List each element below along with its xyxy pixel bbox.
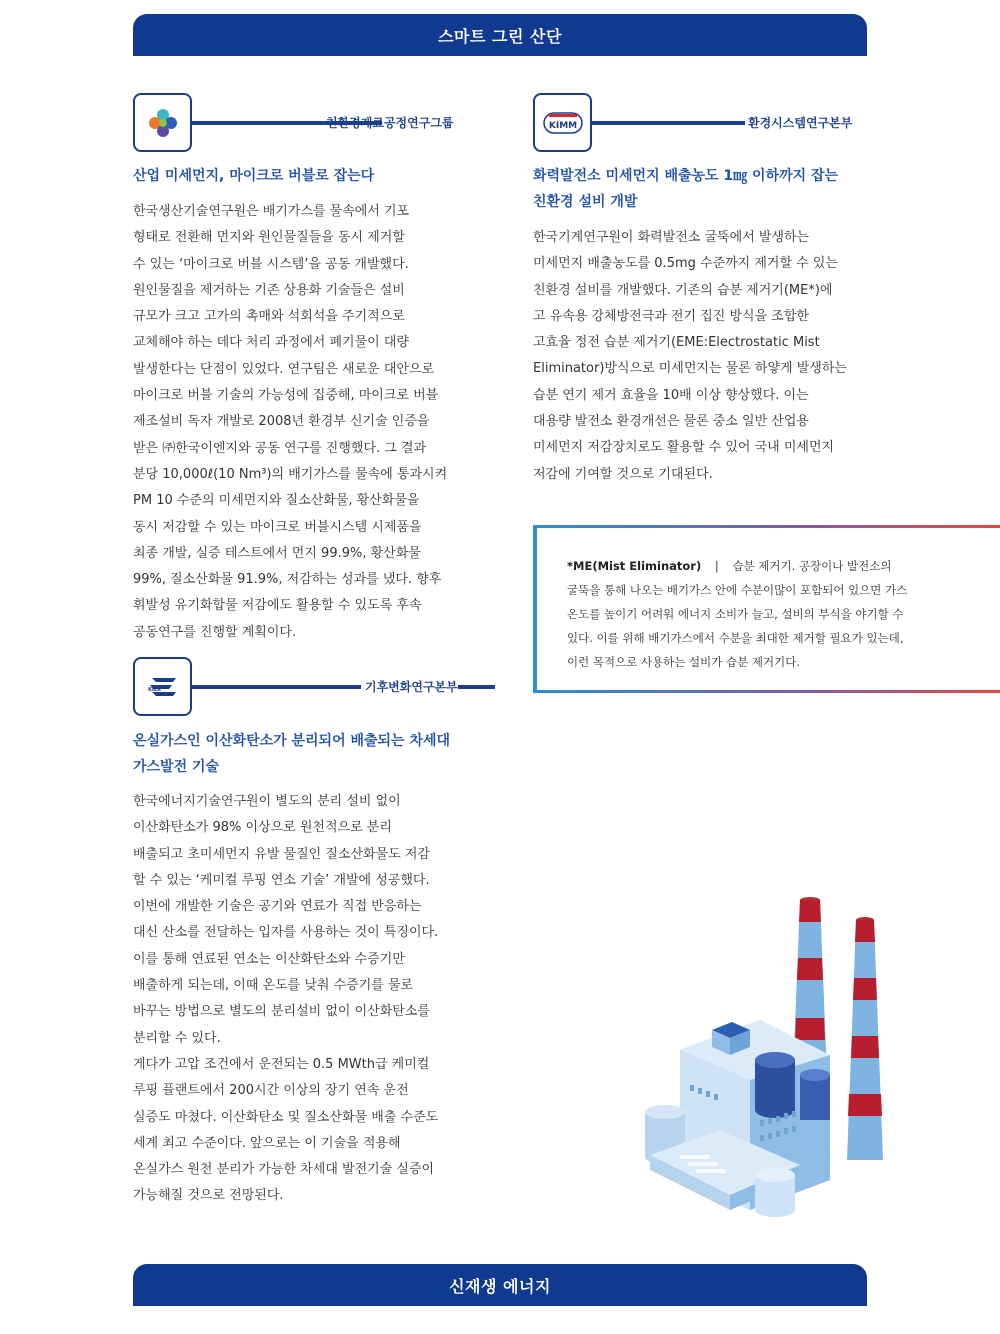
body-line: 교체해야 하는 데다 처리 과정에서 폐기물이 대량	[133, 335, 409, 351]
body-line: 공동연구를 진행할 계획이다.	[133, 624, 297, 640]
section-title: 신재생 에너지	[449, 1276, 551, 1296]
body-line: 게다가 고압 조건에서 운전되는 0.5 MWth급 케미컬	[133, 1056, 430, 1072]
kier-logo-icon	[133, 657, 192, 716]
footnote-text	[567, 554, 907, 674]
org-name: 기후변화연구본부	[361, 678, 458, 695]
article-title-chemical-looping	[133, 728, 450, 780]
org-connector-line	[592, 121, 745, 125]
body-line: 원인물질을 제거하는 기존 상용화 기술들은 설비	[133, 282, 405, 298]
body-line: 배출되고 초미세먼지 유발 물질인 질소산화물도 저감	[133, 846, 430, 862]
section-header-renewable	[133, 1264, 867, 1306]
body-line: 할 수 있는 ‘케미컬 루핑 연소 기술’ 개발에 성공했다.	[133, 872, 430, 888]
body-line: 저감에 기여할 것으로 기대된다.	[533, 466, 713, 482]
body-line: 온실가스 원천 분리가 가능한 차세대 발전기술 실증이	[133, 1162, 435, 1178]
org-row-kimm	[533, 93, 863, 155]
article-body-microbubble	[133, 199, 447, 646]
body-line: 한국기계연구원이 화력발전소 굴뚝에서 발생하는	[533, 230, 810, 245]
body-line: 고효율 정전 습분 제거기(EME:Electrostatic Mist	[533, 335, 820, 351]
org-name: 친환경재료공정연구그룹	[326, 116, 454, 130]
kimm-logo-icon	[533, 93, 592, 152]
title-line: 친환경 설비 개발	[533, 194, 638, 210]
body-line: 분당 10,000ℓ(10 Nm³)의 배기가스를 물속에 통과시켜	[133, 466, 448, 482]
org-name: 환경시스템연구본부	[748, 116, 853, 130]
body-line: 세계 최고 수준이다. 앞으로는 이 기술을 적용해	[133, 1135, 401, 1151]
org-row-kier	[133, 657, 463, 719]
footnote-separator: |	[714, 559, 719, 573]
body-line: 습분 연기 제거 효율을 10배 이상 향상했다. 이는	[533, 387, 809, 403]
footnote-line	[567, 554, 907, 578]
org-row-kitech	[133, 93, 463, 155]
body-line: 발생한다는 단점이 있었다. 연구팀은 새로운 대안으로	[133, 361, 435, 377]
body-line: 고 유속용 강체방전극과 전기 집진 방식을 조합한	[533, 308, 809, 324]
body-line: 대용량 발전소 환경개선은 물론 중소 일반 산업용	[533, 414, 809, 430]
article-title-mist-eliminator	[533, 163, 838, 215]
footnote-line: 굴뚝을 통해 나오는 배기가스 안에 수분이많이 포함되어 있으면 가스	[567, 583, 908, 597]
body-line: 바꾸는 방법으로 별도의 분리설비 없이 이산화탄소를	[133, 1004, 430, 1020]
body-line: 루핑 플랜트에서 200시간 이상의 장기 연속 운전	[133, 1083, 409, 1099]
body-line: 미세먼지 배출농도를 0.5mg 수준까지 제거할 수 있는	[533, 256, 838, 272]
body-line: 동시 저감할 수 있는 마이크로 버블시스템 시제품을	[133, 519, 422, 535]
body-line: 수 있는 ‘마이크로 버블 시스템’을 공동 개발했다.	[133, 256, 409, 272]
footnote-term: *ME(Mist Eliminator)	[567, 559, 702, 573]
section-header-smart-green	[133, 14, 867, 56]
article-body-chemical-looping	[133, 789, 438, 1210]
title-line: 온실가스인 이산화탄소가 분리되어 배출되는 차세대	[133, 733, 451, 749]
body-line: PM 10 수준의 미세먼지와 질소산화물, 황산화물을	[133, 493, 420, 509]
body-line: 받은 ㈜한국이엔지와 공동 연구를 진행했다. 그 결과	[133, 440, 427, 456]
section-title: 스마트 그린 산단	[438, 26, 562, 46]
body-line: 이산화탄소가 98% 이상으로 원천적으로 분리	[133, 820, 392, 836]
footnote-line: 온도를 높이기 어려워 에너지 소비가 늘고, 설비의 부식을 야기할 수	[567, 607, 904, 621]
body-line: 대신 산소를 전달하는 입자를 사용하는 것이 특징이다.	[133, 925, 439, 941]
body-line: 분리할 수 있다.	[133, 1030, 221, 1046]
article-body-mist-eliminator	[533, 225, 847, 488]
footnote-line: 있다. 이를 위해 배기가스에서 수분을 최대한 제거할 필요가 있는데,	[567, 631, 904, 645]
kimm-logo-text: KIMM	[548, 120, 577, 131]
title-line: 산업 미세먼지, 마이크로 버블로 잡는다	[133, 168, 375, 184]
kier-logo-text: KIER	[147, 686, 161, 693]
body-line: 휘발성 유기화합물 저감에도 활용할 수 있도록 후속	[133, 598, 422, 614]
body-line: 마이크로 버블 기술의 가능성에 집중해, 마이크로 버블	[133, 388, 439, 404]
title-line: 가스발전 기술	[133, 759, 220, 775]
body-line: 이를 통해 연료된 연소는 이산화탄소와 수증기만	[133, 951, 405, 967]
body-line: 미세먼지 저감장치로도 활용할 수 있어 국내 미세먼지	[533, 440, 835, 456]
power-plant-illustration	[640, 880, 900, 1225]
chimney-short	[847, 917, 883, 1160]
body-line: 형태로 전환해 먼지와 원인물질들을 동시 제거할	[133, 230, 405, 246]
body-line: 이번에 개발한 기술은 공기와 연료가 직접 반응하는	[133, 899, 422, 915]
footnote-definition: 습분 제거기. 공장이나 발전소의	[732, 559, 892, 573]
body-line: 실증도 마쳤다. 이산화탄소 및 질소산화물 배출 수준도	[133, 1109, 439, 1125]
body-line: Eliminator)방식으로 미세먼지는 물론 하얗게 발생하는	[533, 361, 847, 377]
body-line: 제조설비 독자 개발로 2008년 환경부 신기술 인증을	[133, 414, 430, 430]
body-line: 가능해질 것으로 전망된다.	[133, 1188, 284, 1204]
body-line: 규모가 크고 고가의 촉매와 석회석을 주기적으로	[133, 309, 405, 325]
footnote-box	[533, 525, 1000, 693]
body-line: 한국생산기술연구원은 배기가스를 물속에서 기포	[133, 204, 410, 219]
title-line: 화력발전소 미세먼지 배출농도 1㎎ 이하까지 잡는	[533, 168, 839, 184]
body-line: 배출하게 되는데, 이때 온도를 낮춰 수증기를 물로	[133, 978, 414, 994]
body-line: 99%, 질소산화물 91.9%, 저감하는 성과를 냈다. 향후	[133, 572, 442, 588]
kitech-logo-icon	[133, 93, 192, 152]
body-line: 한국에너지기술연구원이 별도의 분리 설비 없이	[133, 794, 401, 809]
article-title-microbubble	[133, 163, 374, 189]
footnote-line: 이런 목적으로 사용하는 설비가 습분 제거기다.	[567, 655, 801, 669]
body-line: 친환경 설비를 개발했다. 기존의 습분 제거기(ME*)에	[533, 282, 833, 298]
body-line: 최종 개발, 실증 테스트에서 먼지 99.9%, 황산화물	[133, 545, 421, 561]
